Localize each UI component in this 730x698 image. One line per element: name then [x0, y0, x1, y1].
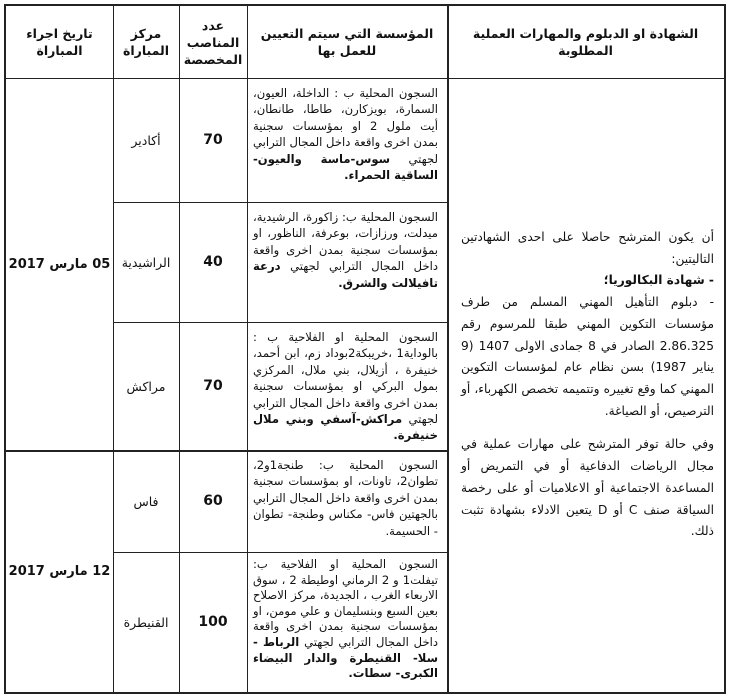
center-cell [113, 202, 179, 322]
positions-count: 40 [203, 254, 223, 270]
center-name: أكادير [131, 132, 161, 148]
requirement-diploma: - دبلوم التأهيل المهني المسلم من طرف مؤسسات التكوين المهني طبقا للمرسوم رقم 2.86.325 الصادر في 8 جمادى الاولى 1407 (9 يناير 1987) بسن نظام عام لمؤسسات التكوين المهني كما وقع تغييره وتتميمه تخصص الكهرباء، أو الترصيص، أو الصياغة. [461, 295, 714, 418]
positions-cell [179, 78, 247, 202]
institution-regions: درعة تافيلالت والشرق. [253, 259, 438, 290]
institution-text: السجون المحلية ب: طنجة1و2، تطوان2، تاونات، او بمؤسسات سجنية بمدن اخرى واقعة داخل المجال الترابي بالجهتين فاس- مكناس وطنجة- تطوان - الحسيمة. [253, 458, 438, 538]
institution-text: السجون المحلية او الفلاحية ب: تيفلت1 و 2 الرماني اوطيطة 2 ، سوق الاربعاء الغرب ، الجديدة، مركز الاصلاح بعين السبع وبنسليمان و علي مومن، او بمؤسسات سجنية بمدن اخرى واقعة داخل المجال الترابي لجهتي [253, 557, 438, 649]
center-name: الراشيدية [121, 254, 171, 270]
divider [113, 6, 114, 692]
date-cell-1 [6, 78, 113, 450]
institution-cell [247, 202, 447, 322]
header-institution-label: المؤسسة التي سيتم التعيين للعمل بها [260, 26, 434, 58]
institution-text: السجون المحلية ب: زاكورة، الرشيدية، ميدلت، ورزازات، بوعرفة، الناظور، او بمؤسسات سجنية بمدن اخرى واقعة داخل المجال الترابي لجهتي [253, 210, 438, 274]
date-1: 05 مارس 2017 [8, 256, 111, 272]
divider [179, 6, 180, 692]
divider [247, 6, 248, 692]
divider [113, 202, 447, 203]
header-positions [179, 6, 247, 78]
positions-count: 70 [203, 132, 223, 148]
date-2: 12 مارس 2017 [8, 563, 111, 579]
center-name: القنيطرة [123, 614, 169, 630]
requirement-baccalaureate: - شهادة البكالوريا؛ [603, 273, 714, 288]
header-positions-label: عدد المناصب المخصصة [183, 17, 243, 67]
positions-count: 70 [203, 378, 223, 394]
header-date [6, 6, 113, 78]
header-center-label: مركز المباراة [122, 26, 169, 58]
institution-cell [247, 450, 447, 552]
requirements-intro: أن يكون المترشح حاصلا على احدى الشهادتين التاليتين: [461, 230, 714, 266]
date-cell-2 [6, 450, 113, 692]
institution-text: السجون المحلية او الفلاحية ب : بالوداية1 ،خريبكة2بوداد زم، ابن أحمد، خنيفرة ، أزيلال، بني ملال، المركزي بمول البركي او بمؤسسات سجنية بمدن اخرى واقعة داخل المجال الترابي لجهتي [253, 330, 439, 427]
institution-cell [247, 322, 447, 450]
institution-regions: مراكش-آسفي وبني ملال خنيفرة. [253, 412, 438, 443]
positions-cell [179, 450, 247, 552]
divider [447, 6, 449, 692]
positions-cell [179, 322, 247, 450]
institution-text: السجون المحلية ب : الداخلة، العيون، السمارة، بويزكارن، طاطا، طانطان، أيت ملول 2 او بمؤسسات سجنية بمدن اخرى واقعة داخل المجال الترابي لجهتي [253, 86, 438, 166]
requirements-text [461, 227, 714, 543]
recruitment-table [4, 4, 726, 694]
requirements-extra-skills: وفي حالة توفر المترشح على مهارات عملية في مجال الرياضات الدفاعية أو في التمريض أو المساعدة الاجتماعية أو الاعلاميات أو على رخصة السياقة صنف C أو D يتعين الادلاء بشهادة تثبت ذلك. [461, 437, 714, 539]
center-cell [113, 552, 179, 692]
center-cell [113, 322, 179, 450]
header-date-label: تاريخ اجراء المباراة [26, 26, 93, 58]
header-center [113, 6, 179, 78]
positions-count: 60 [203, 493, 223, 509]
divider [113, 552, 447, 553]
requirements-cell [447, 78, 724, 692]
center-cell [113, 450, 179, 552]
institution-regions: الرباط - سلا- القنيطرة والدار البيضاء الكبرى- سطات. [253, 634, 438, 681]
positions-cell [179, 552, 247, 692]
center-name: فاس [133, 493, 159, 509]
institution-cell [247, 78, 447, 202]
header-institution [247, 6, 447, 78]
divider [113, 322, 447, 323]
positions-count: 100 [198, 614, 228, 630]
divider [6, 450, 447, 452]
header-requirements-label: الشهادة او الدبلوم والمهارات العملية المطلوبة [472, 26, 699, 58]
positions-cell [179, 202, 247, 322]
institution-regions: سوس-ماسة والعيون-الساقية الحمراء. [253, 151, 438, 183]
center-name: مراكش [126, 378, 166, 394]
header-requirements [447, 6, 724, 78]
center-cell [113, 78, 179, 202]
institution-cell [247, 552, 447, 692]
